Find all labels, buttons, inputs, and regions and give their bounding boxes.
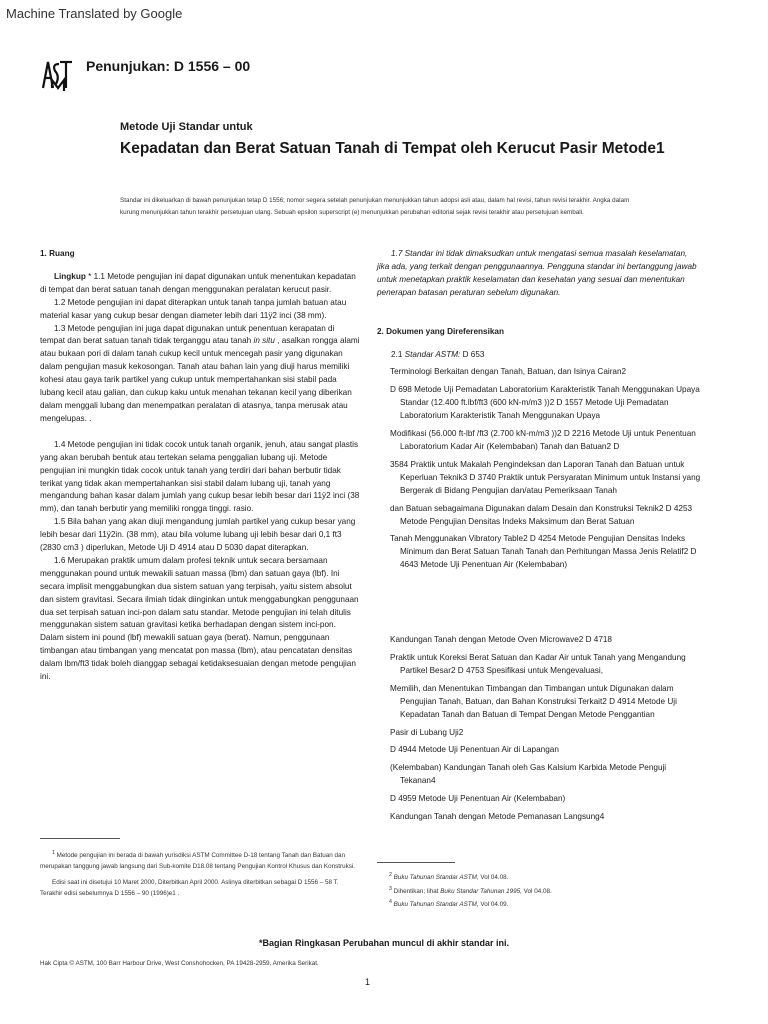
copyright-line: Hak Cipta © ASTM, 100 Barr Harbour Drive, West Conshohocken, PA 19428-2959, Amerika Serikat. (40, 960, 319, 967)
reference-entry: Pasir di Lubang Uji2 (390, 727, 464, 737)
reference-entry: Praktik untuk Koreksi Berat Satuan dan Kadar Air untuk Tanah yang Mengandung Partikel Besar2 D 4753 Spesifikasi untuk Mengevaluasi, (390, 653, 686, 675)
reference-entry: D 698 Metode Uji Pemadatan Laboratorium Karakteristik Tanah Menggunakan Upaya Standar (12.400 ft.lbf/ft3 (600 kN-m/m3 ))2 D 1557 Metode Uji Pemadatan Laboratorium Karakteristik Tanah Menggunakan Upaya (390, 385, 700, 421)
summary-of-changes-note: *Bagian Ringkasan Perubahan muncul di akhir standar ini. (258, 938, 510, 948)
footnote-2: $^2$ Buku Tahunan Standar ASTM, Vol 04.08. (389, 872, 509, 882)
page-number: 1 (365, 977, 371, 987)
scope-lead: Lingkup (54, 271, 86, 281)
reference-list-b (377, 634, 701, 824)
paragraph-1-7: 1.7 Standar ini tidak dimaksudkan untuk mengatasi semua masalah keselamatan, jika ada, yang terkait dengan penggunaannya. Pengguna standar ini bertanggung jawab untuk menetapkan praktik keselamatan dan kesehatan yang sesuai dan menentukan penerapan batasan peraturan sebelum digunakan. (377, 249, 697, 297)
footnote-1: $^1$ Metode pengujian ini berada di bawah yurisdiksi ASTM Committee D-18 tentang Tanah dan Batuan dan merupakan tanggung jawab langsung dari Sub-komite D18.08 tentang Pengujian Kontrol Khusus dan Konstruksi. Edisi saat ini disetujui 10 Maret 2000, Diterbitkan April 2000. Aslinya diterbitkan sebagai D 1556 – 58 T. Terakhir edisi sebelumnya D 1556 – 90 (1996)e1 . (40, 848, 360, 899)
paragraph-1-4: 1.4 Metode pengujian ini tidak cocok untuk tanah organik, jenuh, atau sangat plastis yang akan berubah bentuk atau tertekan selama penggalian lubang uji. Metode pengujian ini mungkin tidak cocok untuk tanah yang terdiri dari bahan berbutir tidak terikat yang tidak akan mempertahankan sisi stabil dalam lubang uji, tanah yang mengandung bahan kasar dalam jumlah yang cukup besar lebih besar dari 11ÿ2 inci (38 mm), dan tanah berbutir yang memiliki rongga tinggi. rasio. (40, 439, 360, 514)
standard-subtitle: Metode Uji Standar untuk (120, 121, 253, 133)
paragraph-1-1: Lingkup * 1.1 Metode pengujian ini dapat digunakan untuk menentukan kepadatan di tempat dan berat satuan tanah dengan menggunakan peralatan kerucut pasir. (40, 271, 356, 294)
reference-list-a (377, 366, 701, 572)
footnote-edition: Edisi saat ini disetujui 10 Maret 2000, Diterbitkan April 2000. Aslinya diterbitkan sebagai D 1556 – 58 T. Terakhir edisi sebelumnya D 1556 – 90 (1996)e1 . (40, 879, 339, 897)
issuance-notice: Standar ini dikeluarkan di bawah penunjukan tetap D 1556; nomor segera setelah penunjukan menunjukkan tahun adopsi asli atau, dalam hal revisi, tahun revisi terakhir. Angka dalam kurung menunjukkan tahun terakhir persetujuan ulang. Sebuah epsilon superscript (e) menunjukkan perubahan editorial sejak revisi terakhir atau persetujuan kembali. (120, 197, 630, 216)
reference-entry: dan Batuan sebagaimana Digunakan dalam Desain dan Konstruksi Teknik2 D 4253 Metode Pengujian Densitas Indeks Maksimum dan Berat Satuan (390, 503, 693, 526)
left-column (40, 248, 360, 684)
paragraph-2-1: 2.1 Standar ASTM: D 653 (391, 349, 485, 359)
reference-entry: Memilih, dan Menentukan Timbangan dan Timbangan untuk Digunakan dalam Pengujian Tanah, Batuan, dan Bahan Konstruksi Terkait2 D 4914 Metode Uji Kepadatan Tanah dan Batuan di Tempat Dengan Metode Penggantian (390, 683, 677, 719)
reference-entry: Tanah Menggunakan Vibratory Table2 D 4254 Metode Pengujian Densitas Indeks Minimum dan Berat Satuan Tanah Tanah dan Perhitungan Massa Jenis Relatif2 D 4643 Metode Uji Penentuan Air (Kelembaban) (390, 534, 697, 570)
astm-logo (38, 58, 76, 94)
designation: Penunjukan: D 1556 – 00 (86, 58, 251, 74)
footnote-rule-right (377, 862, 455, 863)
reference-entry: Kandungan Tanah dengan Metode Pemanasan Langsung4 (390, 812, 605, 822)
reference-entry: Terminologi Berkaitan dengan Tanah, Batuan, dan Isinya Cairan2 (390, 367, 627, 377)
reference-entry: D 4944 Metode Uji Penentuan Air di Lapangan (390, 745, 559, 755)
reference-entry: 3584 Praktik untuk Makalah Pengindeksan dan Laporan Tanah dan Batuan untuk Keperluan Teknik3 D 3740 Praktik untuk Persyaratan Minimum untuk Instansi yang Bergerak di Bidang Pengujian dan/atau Pemeriksaan Tanah (390, 459, 701, 495)
paragraph-1-3: 1.3 Metode pengujian ini juga dapat digunakan untuk penentuan kerapatan di tempat dan berat satuan tanah tidak terganggu atau tanah in situ , asalkan rongga alami atau bukaan pori di dalam tanah cukup kecil untuk mencegah pasir yang digunakan dalam pengujian masuk kekosongan. Tanah atau bahan lain yang diuji harus memiliki kohesi atau gaya tarik partikel yang cukup untuk mempertahankan sisi stabil pada lubang kecil atau galian, dan cukup kaku untuk menahan tekanan kecil yang diberikan dalam menggali lubang dan menempatkan peralatan di atasnya, tanpa merusak atau mengelupas. . (40, 323, 360, 423)
reference-entry: Modifikasi (56.000 ft-lbf /ft3 (2.700 kN-m/m3 ))2 D 2216 Metode Uji untuk Penentuan Laboratorium Kadar Air (Kelembaban) Tanah dan Batuan2 D (390, 429, 696, 451)
standard-title: Kepadatan dan Berat Satuan Tanah di Tempat oleh Kerucut Pasir Metode1 (120, 140, 665, 157)
paragraph-1-2: 1.2 Metode pengujian ini dapat diterapkan untuk tanah tanpa jumlah batuan atau material kasar yang cukup besar dengan diameter lebih dari 11ÿ2 inci (38 mm). (40, 297, 347, 320)
footnote-4: $^4$ Buku Tahunan Standar ASTM, Vol 04.09. (389, 899, 509, 909)
paragraph-1-5: 1.5 Bila bahan yang akan diuji mengandung jumlah partikel yang cukup besar yang lebih besar dari 11ÿ2in. (38 mm), atau bila volume lubang uji lebih besar dari 0,1 ft3 (2830 cm3 ) diperlukan, Metode Uji D 4914 atau D 5030 dapat diterapkan. (40, 517, 356, 553)
section-1-heading: 1. Ruang (40, 249, 75, 258)
paragraph-1-6: 1.6 Merupakan praktik umum dalam profesi teknik untuk secara bersamaan menggunakan pound untuk mewakili satuan massa (lbm) dan satuan gaya (lbf). Ini secara implisit menggabungkan dua sistem satuan yang terpisah, yaitu sistem absolut dan sistem gravitasi. Secara ilmiah tidak diinginkan untuk menggabungkan penggunaan dua set terpisah satuan inci-pon dalam satu standar. Metode pengujian ini telah ditulis menggunakan sistem satuan gravitasi ketika berhadapan dengan sistem inci-pon. Dalam sistem ini pound (lbf) mewakili satuan gaya (berat). Namun, penggunaan timbangan atau timbangan yang mencatat pon massa (lbm), atau pencatatan densitas dalam lbm/ft3 tidak boleh dianggap sebagai ketidaksesuaian dengan metode pengujian ini. (40, 555, 359, 682)
footnote-rule-left (40, 838, 120, 839)
footnote-3: $^3$ Dihentikan; lihat Buku Standar Tahunan 1995, Vol 04.08. (389, 885, 552, 895)
right-column (377, 248, 701, 824)
footnotes-right (377, 870, 697, 911)
reference-entry: Kandungan Tanah dengan Metode Oven Microwave2 D 4718 (390, 635, 612, 645)
reference-entry: (Kelembaban) Kandungan Tanah oleh Gas Kalsium Karbida Metode Penguji Tekanan4 (390, 763, 667, 786)
machine-translated-banner: Machine Translated by Google (6, 6, 183, 21)
reference-entry: D 4959 Metode Uji Penentuan Air (Kelembaban) (390, 794, 566, 804)
section-2-heading: 2. Dokumen yang Direferensikan (377, 326, 504, 336)
